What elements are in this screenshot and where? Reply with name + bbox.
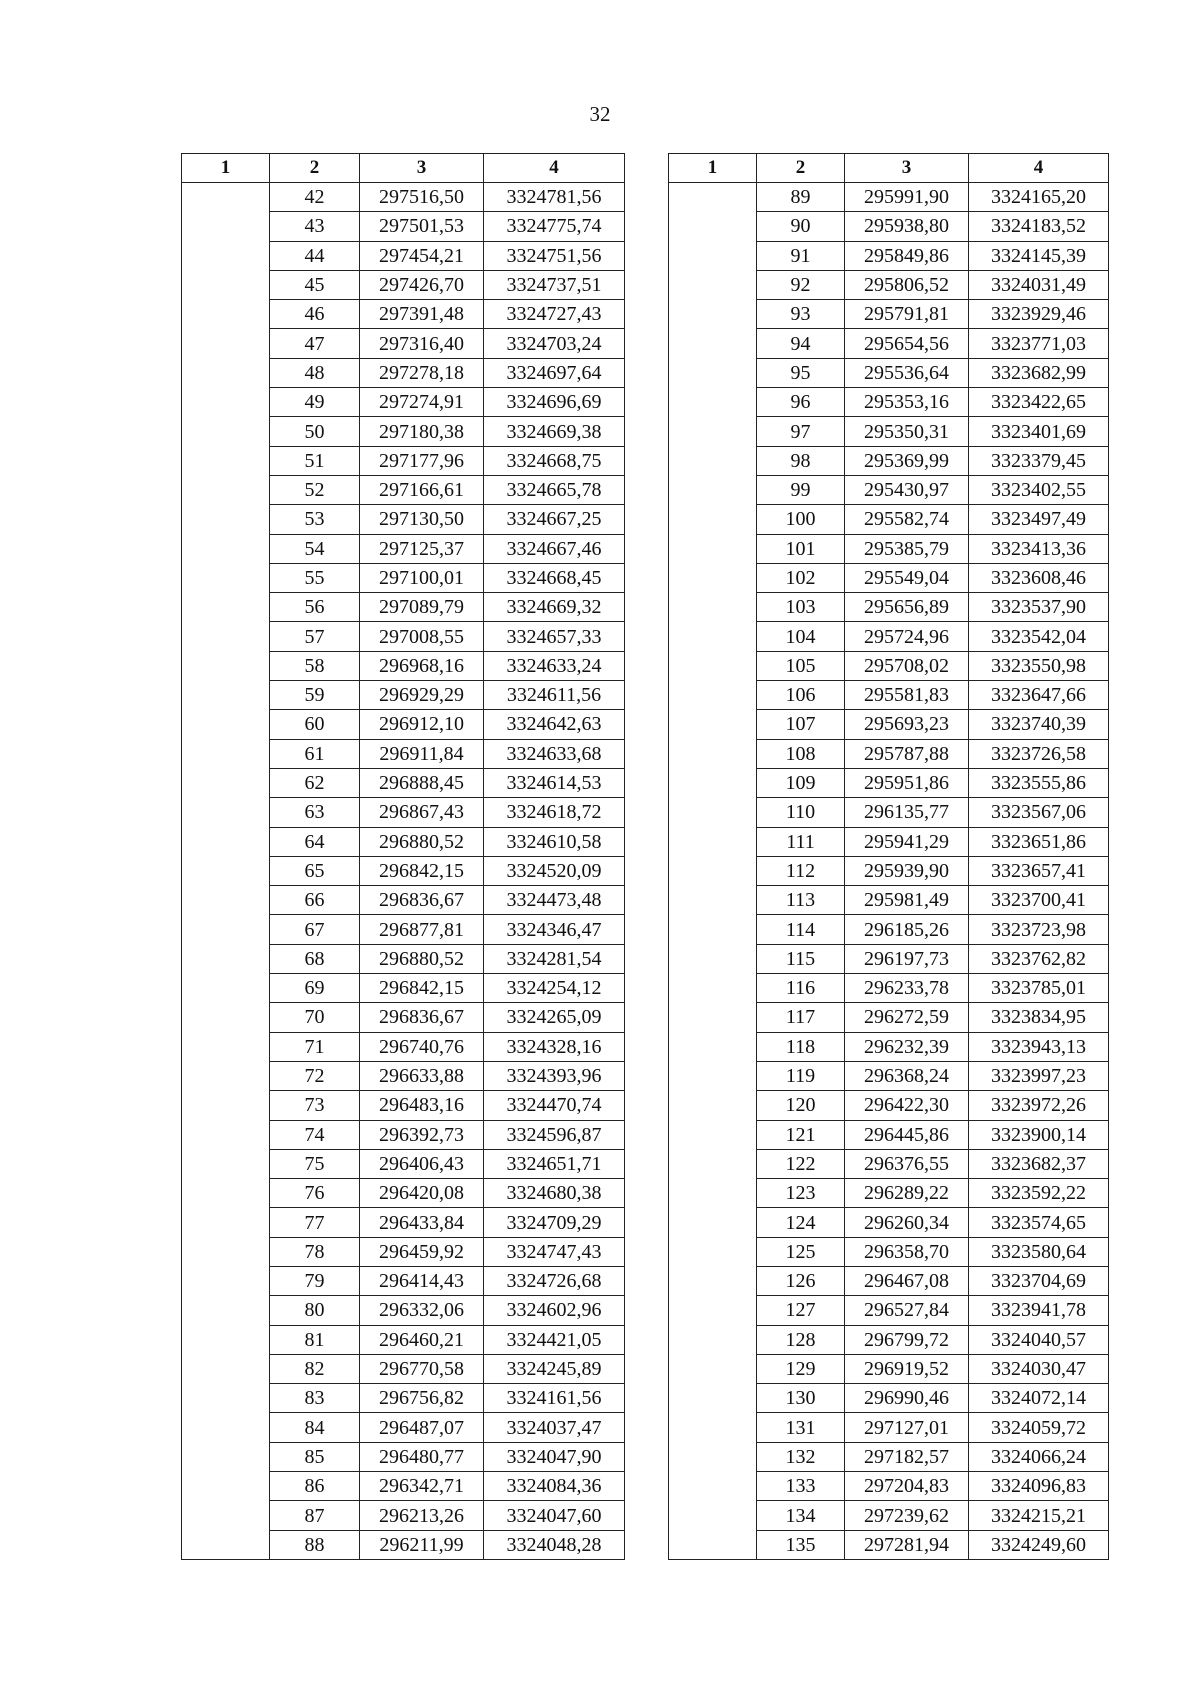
x-coordinate-cell: 295708,02 <box>845 651 969 680</box>
x-coordinate-cell: 295350,31 <box>845 417 969 446</box>
point-number-cell: 124 <box>757 1208 845 1237</box>
x-coordinate-cell: 295693,23 <box>845 710 969 739</box>
x-coordinate-cell: 295938,80 <box>845 212 969 241</box>
x-coordinate-cell: 296406,43 <box>360 1149 484 1178</box>
point-number-cell: 55 <box>270 563 360 592</box>
y-coordinate-cell: 3323704,69 <box>969 1266 1109 1295</box>
y-coordinate-cell: 3324642,63 <box>484 710 625 739</box>
y-coordinate-cell: 3324657,33 <box>484 622 625 651</box>
x-coordinate-cell: 297100,01 <box>360 563 484 592</box>
column-header-4: 4 <box>484 154 625 183</box>
point-number-cell: 60 <box>270 710 360 739</box>
x-coordinate-cell: 296968,16 <box>360 651 484 680</box>
point-number-cell: 82 <box>270 1354 360 1383</box>
x-coordinate-cell: 296527,84 <box>845 1296 969 1325</box>
point-number-cell: 96 <box>757 388 845 417</box>
y-coordinate-cell: 3324254,12 <box>484 974 625 1003</box>
x-coordinate-cell: 297125,37 <box>360 534 484 563</box>
y-coordinate-cell: 3324775,74 <box>484 212 625 241</box>
y-coordinate-cell: 3324165,20 <box>969 183 1109 212</box>
x-coordinate-cell: 296770,58 <box>360 1354 484 1383</box>
x-coordinate-cell: 297177,96 <box>360 446 484 475</box>
y-coordinate-cell: 3324059,72 <box>969 1413 1109 1442</box>
x-coordinate-cell: 296487,07 <box>360 1413 484 1442</box>
x-coordinate-cell: 296392,73 <box>360 1120 484 1149</box>
x-coordinate-cell: 297516,50 <box>360 183 484 212</box>
point-number-cell: 120 <box>757 1091 845 1120</box>
y-coordinate-cell: 3324668,45 <box>484 563 625 592</box>
y-coordinate-cell: 3324030,47 <box>969 1354 1109 1383</box>
x-coordinate-cell: 296433,84 <box>360 1208 484 1237</box>
point-number-cell: 61 <box>270 739 360 768</box>
x-coordinate-cell: 297180,38 <box>360 417 484 446</box>
point-number-cell: 116 <box>757 974 845 1003</box>
point-number-cell: 84 <box>270 1413 360 1442</box>
point-number-cell: 90 <box>757 212 845 241</box>
point-number-cell: 92 <box>757 270 845 299</box>
x-coordinate-cell: 296233,78 <box>845 974 969 1003</box>
point-number-cell: 115 <box>757 944 845 973</box>
point-number-cell: 98 <box>757 446 845 475</box>
x-coordinate-cell: 296232,39 <box>845 1032 969 1061</box>
point-number-cell: 95 <box>757 358 845 387</box>
point-number-cell: 101 <box>757 534 845 563</box>
y-coordinate-cell: 3323726,58 <box>969 739 1109 768</box>
point-number-cell: 59 <box>270 681 360 710</box>
point-number-cell: 75 <box>270 1149 360 1178</box>
x-coordinate-cell: 295385,79 <box>845 534 969 563</box>
x-coordinate-cell: 296368,24 <box>845 1061 969 1090</box>
x-coordinate-cell: 296799,72 <box>845 1325 969 1354</box>
point-number-cell: 63 <box>270 798 360 827</box>
point-number-cell: 106 <box>757 681 845 710</box>
y-coordinate-cell: 3324393,96 <box>484 1061 625 1090</box>
point-number-cell: 104 <box>757 622 845 651</box>
y-coordinate-cell: 3324737,51 <box>484 270 625 299</box>
y-coordinate-cell: 3324633,68 <box>484 739 625 768</box>
x-coordinate-cell: 295353,16 <box>845 388 969 417</box>
x-coordinate-cell: 296929,29 <box>360 681 484 710</box>
y-coordinate-cell: 3323785,01 <box>969 974 1109 1003</box>
y-coordinate-cell: 3323943,13 <box>969 1032 1109 1061</box>
y-coordinate-cell: 3323497,49 <box>969 505 1109 534</box>
x-coordinate-cell: 297391,48 <box>360 300 484 329</box>
point-number-cell: 49 <box>270 388 360 417</box>
y-coordinate-cell: 3323580,64 <box>969 1237 1109 1266</box>
x-coordinate-cell: 296877,81 <box>360 915 484 944</box>
x-coordinate-cell: 296376,55 <box>845 1149 969 1178</box>
x-coordinate-cell: 297454,21 <box>360 241 484 270</box>
x-coordinate-cell: 296272,59 <box>845 1003 969 1032</box>
point-number-cell: 85 <box>270 1442 360 1471</box>
point-number-cell: 50 <box>270 417 360 446</box>
y-coordinate-cell: 3324726,68 <box>484 1266 625 1295</box>
table-row <box>182 183 625 212</box>
point-number-cell: 46 <box>270 300 360 329</box>
y-coordinate-cell: 3323723,98 <box>969 915 1109 944</box>
x-coordinate-cell: 297239,62 <box>845 1501 969 1530</box>
point-number-cell: 78 <box>270 1237 360 1266</box>
y-coordinate-cell: 3324031,49 <box>969 270 1109 299</box>
x-coordinate-cell: 297281,94 <box>845 1530 969 1559</box>
y-coordinate-cell: 3324665,78 <box>484 475 625 504</box>
point-number-cell: 121 <box>757 1120 845 1149</box>
y-coordinate-cell: 3323771,03 <box>969 329 1109 358</box>
point-number-cell: 135 <box>757 1530 845 1559</box>
y-coordinate-cell: 3324669,38 <box>484 417 625 446</box>
y-coordinate-cell: 3324697,64 <box>484 358 625 387</box>
point-number-cell: 129 <box>757 1354 845 1383</box>
point-number-cell: 128 <box>757 1325 845 1354</box>
point-number-cell: 54 <box>270 534 360 563</box>
table-row <box>669 183 1109 212</box>
point-number-cell: 108 <box>757 739 845 768</box>
y-coordinate-cell: 3324781,56 <box>484 183 625 212</box>
y-coordinate-cell: 3324066,24 <box>969 1442 1109 1471</box>
y-coordinate-cell: 3324421,05 <box>484 1325 625 1354</box>
point-number-cell: 67 <box>270 915 360 944</box>
point-number-cell: 77 <box>270 1208 360 1237</box>
point-number-cell: 109 <box>757 768 845 797</box>
y-coordinate-cell: 3324473,48 <box>484 886 625 915</box>
point-number-cell: 110 <box>757 798 845 827</box>
x-coordinate-cell: 295941,29 <box>845 827 969 856</box>
point-number-cell: 117 <box>757 1003 845 1032</box>
x-coordinate-cell: 296459,92 <box>360 1237 484 1266</box>
point-number-cell: 125 <box>757 1237 845 1266</box>
x-coordinate-cell: 296414,43 <box>360 1266 484 1295</box>
point-number-cell: 86 <box>270 1472 360 1501</box>
x-coordinate-cell: 297274,91 <box>360 388 484 417</box>
point-number-cell: 123 <box>757 1179 845 1208</box>
point-number-cell: 102 <box>757 563 845 592</box>
x-coordinate-cell: 297089,79 <box>360 593 484 622</box>
point-number-cell: 91 <box>757 241 845 270</box>
y-coordinate-cell: 3324048,28 <box>484 1530 625 1559</box>
column-header-3: 3 <box>845 154 969 183</box>
y-coordinate-cell: 3323574,65 <box>969 1208 1109 1237</box>
y-coordinate-cell: 3324610,58 <box>484 827 625 856</box>
y-coordinate-cell: 3324249,60 <box>969 1530 1109 1559</box>
column-header-1: 1 <box>182 154 270 183</box>
y-coordinate-cell: 3323592,22 <box>969 1179 1109 1208</box>
y-coordinate-cell: 3324096,83 <box>969 1472 1109 1501</box>
x-coordinate-cell: 296135,77 <box>845 798 969 827</box>
y-coordinate-cell: 3324215,21 <box>969 1501 1109 1530</box>
y-coordinate-cell: 3324346,47 <box>484 915 625 944</box>
x-coordinate-cell: 296480,77 <box>360 1442 484 1471</box>
y-coordinate-cell: 3323567,06 <box>969 798 1109 827</box>
point-number-cell: 133 <box>757 1472 845 1501</box>
x-coordinate-cell: 296422,30 <box>845 1091 969 1120</box>
x-coordinate-cell: 296289,22 <box>845 1179 969 1208</box>
point-number-cell: 127 <box>757 1296 845 1325</box>
y-coordinate-cell: 3324047,60 <box>484 1501 625 1530</box>
y-coordinate-cell: 3323929,46 <box>969 300 1109 329</box>
y-coordinate-cell: 3324668,75 <box>484 446 625 475</box>
y-coordinate-cell: 3324047,90 <box>484 1442 625 1471</box>
y-coordinate-cell: 3324667,25 <box>484 505 625 534</box>
x-coordinate-cell: 295939,90 <box>845 856 969 885</box>
y-coordinate-cell: 3324651,71 <box>484 1149 625 1178</box>
x-coordinate-cell: 295806,52 <box>845 270 969 299</box>
y-coordinate-cell: 3323379,45 <box>969 446 1109 475</box>
point-number-cell: 43 <box>270 212 360 241</box>
y-coordinate-cell: 3324680,38 <box>484 1179 625 1208</box>
x-coordinate-cell: 296420,08 <box>360 1179 484 1208</box>
y-coordinate-cell: 3323834,95 <box>969 1003 1109 1032</box>
point-number-cell: 88 <box>270 1530 360 1559</box>
y-coordinate-cell: 3324183,52 <box>969 212 1109 241</box>
x-coordinate-cell: 297130,50 <box>360 505 484 534</box>
y-coordinate-cell: 3323762,82 <box>969 944 1109 973</box>
point-number-cell: 74 <box>270 1120 360 1149</box>
column-header-3: 3 <box>360 154 484 183</box>
y-coordinate-cell: 3324614,53 <box>484 768 625 797</box>
merged-column-1-cell <box>669 183 757 1560</box>
point-number-cell: 44 <box>270 241 360 270</box>
coordinates-table-left <box>181 153 625 1560</box>
x-coordinate-cell: 296911,84 <box>360 739 484 768</box>
point-number-cell: 112 <box>757 856 845 885</box>
x-coordinate-cell: 296467,08 <box>845 1266 969 1295</box>
y-coordinate-cell: 3323413,36 <box>969 534 1109 563</box>
y-coordinate-cell: 3324667,46 <box>484 534 625 563</box>
point-number-cell: 80 <box>270 1296 360 1325</box>
x-coordinate-cell: 296332,06 <box>360 1296 484 1325</box>
y-coordinate-cell: 3324747,43 <box>484 1237 625 1266</box>
y-coordinate-cell: 3324618,72 <box>484 798 625 827</box>
y-coordinate-cell: 3324596,87 <box>484 1120 625 1149</box>
point-number-cell: 53 <box>270 505 360 534</box>
x-coordinate-cell: 297166,61 <box>360 475 484 504</box>
point-number-cell: 122 <box>757 1149 845 1178</box>
y-coordinate-cell: 3324703,24 <box>484 329 625 358</box>
x-coordinate-cell: 296880,52 <box>360 944 484 973</box>
point-number-cell: 47 <box>270 329 360 358</box>
point-number-cell: 56 <box>270 593 360 622</box>
x-coordinate-cell: 295724,96 <box>845 622 969 651</box>
x-coordinate-cell: 296342,71 <box>360 1472 484 1501</box>
x-coordinate-cell: 296213,26 <box>360 1501 484 1530</box>
y-coordinate-cell: 3323402,55 <box>969 475 1109 504</box>
y-coordinate-cell: 3323537,90 <box>969 593 1109 622</box>
point-number-cell: 132 <box>757 1442 845 1471</box>
x-coordinate-cell: 296867,43 <box>360 798 484 827</box>
x-coordinate-cell: 295991,90 <box>845 183 969 212</box>
y-coordinate-cell: 3324072,14 <box>969 1384 1109 1413</box>
x-coordinate-cell: 295791,81 <box>845 300 969 329</box>
y-coordinate-cell: 3324709,29 <box>484 1208 625 1237</box>
x-coordinate-cell: 295536,64 <box>845 358 969 387</box>
point-number-cell: 69 <box>270 974 360 1003</box>
point-number-cell: 58 <box>270 651 360 680</box>
y-coordinate-cell: 3324084,36 <box>484 1472 625 1501</box>
column-header-2: 2 <box>270 154 360 183</box>
y-coordinate-cell: 3324727,43 <box>484 300 625 329</box>
y-coordinate-cell: 3324470,74 <box>484 1091 625 1120</box>
x-coordinate-cell: 295849,86 <box>845 241 969 270</box>
point-number-cell: 62 <box>270 768 360 797</box>
coordinates-table-right <box>668 153 1109 1560</box>
y-coordinate-cell: 3324602,96 <box>484 1296 625 1325</box>
y-coordinate-cell: 3323542,04 <box>969 622 1109 651</box>
point-number-cell: 99 <box>757 475 845 504</box>
y-coordinate-cell: 3324696,69 <box>484 388 625 417</box>
x-coordinate-cell: 297204,83 <box>845 1472 969 1501</box>
y-coordinate-cell: 3323651,86 <box>969 827 1109 856</box>
x-coordinate-cell: 296888,45 <box>360 768 484 797</box>
x-coordinate-cell: 295430,97 <box>845 475 969 504</box>
y-coordinate-cell: 3323740,39 <box>969 710 1109 739</box>
y-coordinate-cell: 3323555,86 <box>969 768 1109 797</box>
x-coordinate-cell: 296912,10 <box>360 710 484 739</box>
y-coordinate-cell: 3323997,23 <box>969 1061 1109 1090</box>
point-number-cell: 48 <box>270 358 360 387</box>
x-coordinate-cell: 296919,52 <box>845 1354 969 1383</box>
y-coordinate-cell: 3324245,89 <box>484 1354 625 1383</box>
y-coordinate-cell: 3324037,47 <box>484 1413 625 1442</box>
y-coordinate-cell: 3323900,14 <box>969 1120 1109 1149</box>
point-number-cell: 64 <box>270 827 360 856</box>
point-number-cell: 51 <box>270 446 360 475</box>
point-number-cell: 103 <box>757 593 845 622</box>
point-number-cell: 130 <box>757 1384 845 1413</box>
x-coordinate-cell: 295581,83 <box>845 681 969 710</box>
point-number-cell: 71 <box>270 1032 360 1061</box>
y-coordinate-cell: 3324633,24 <box>484 651 625 680</box>
x-coordinate-cell: 295369,99 <box>845 446 969 475</box>
column-header-4: 4 <box>969 154 1109 183</box>
point-number-cell: 134 <box>757 1501 845 1530</box>
x-coordinate-cell: 296445,86 <box>845 1120 969 1149</box>
point-number-cell: 65 <box>270 856 360 885</box>
y-coordinate-cell: 3323550,98 <box>969 651 1109 680</box>
x-coordinate-cell: 296633,88 <box>360 1061 484 1090</box>
point-number-cell: 83 <box>270 1384 360 1413</box>
x-coordinate-cell: 295981,49 <box>845 886 969 915</box>
y-coordinate-cell: 3324751,56 <box>484 241 625 270</box>
x-coordinate-cell: 295656,89 <box>845 593 969 622</box>
y-coordinate-cell: 3324281,54 <box>484 944 625 973</box>
point-number-cell: 73 <box>270 1091 360 1120</box>
x-coordinate-cell: 295654,56 <box>845 329 969 358</box>
point-number-cell: 113 <box>757 886 845 915</box>
point-number-cell: 72 <box>270 1061 360 1090</box>
y-coordinate-cell: 3324520,09 <box>484 856 625 885</box>
point-number-cell: 66 <box>270 886 360 915</box>
x-coordinate-cell: 295582,74 <box>845 505 969 534</box>
point-number-cell: 118 <box>757 1032 845 1061</box>
x-coordinate-cell: 297501,53 <box>360 212 484 241</box>
point-number-cell: 126 <box>757 1266 845 1295</box>
x-coordinate-cell: 296990,46 <box>845 1384 969 1413</box>
point-number-cell: 68 <box>270 944 360 973</box>
x-coordinate-cell: 296211,99 <box>360 1530 484 1559</box>
point-number-cell: 87 <box>270 1501 360 1530</box>
point-number-cell: 81 <box>270 1325 360 1354</box>
x-coordinate-cell: 296260,34 <box>845 1208 969 1237</box>
x-coordinate-cell: 297127,01 <box>845 1413 969 1442</box>
x-coordinate-cell: 296197,73 <box>845 944 969 973</box>
x-coordinate-cell: 295787,88 <box>845 739 969 768</box>
y-coordinate-cell: 3323941,78 <box>969 1296 1109 1325</box>
y-coordinate-cell: 3323422,65 <box>969 388 1109 417</box>
point-number-cell: 111 <box>757 827 845 856</box>
point-number-cell: 57 <box>270 622 360 651</box>
point-number-cell: 52 <box>270 475 360 504</box>
x-coordinate-cell: 296842,15 <box>360 974 484 1003</box>
x-coordinate-cell: 296185,26 <box>845 915 969 944</box>
point-number-cell: 97 <box>757 417 845 446</box>
column-header-2: 2 <box>757 154 845 183</box>
point-number-cell: 79 <box>270 1266 360 1295</box>
y-coordinate-cell: 3323657,41 <box>969 856 1109 885</box>
y-coordinate-cell: 3324611,56 <box>484 681 625 710</box>
y-coordinate-cell: 3324669,32 <box>484 593 625 622</box>
table-header-row <box>669 154 1109 183</box>
y-coordinate-cell: 3324265,09 <box>484 1003 625 1032</box>
table-header-row <box>182 154 625 183</box>
x-coordinate-cell: 297008,55 <box>360 622 484 651</box>
x-coordinate-cell: 296836,67 <box>360 886 484 915</box>
point-number-cell: 93 <box>757 300 845 329</box>
page-number: 32 <box>589 102 611 126</box>
point-number-cell: 70 <box>270 1003 360 1032</box>
x-coordinate-cell: 296842,15 <box>360 856 484 885</box>
y-coordinate-cell: 3324040,57 <box>969 1325 1109 1354</box>
point-number-cell: 94 <box>757 329 845 358</box>
x-coordinate-cell: 296836,67 <box>360 1003 484 1032</box>
point-number-cell: 114 <box>757 915 845 944</box>
y-coordinate-cell: 3323647,66 <box>969 681 1109 710</box>
point-number-cell: 42 <box>270 183 360 212</box>
x-coordinate-cell: 297426,70 <box>360 270 484 299</box>
x-coordinate-cell: 296358,70 <box>845 1237 969 1266</box>
point-number-cell: 45 <box>270 270 360 299</box>
point-number-cell: 131 <box>757 1413 845 1442</box>
x-coordinate-cell: 295549,04 <box>845 563 969 592</box>
x-coordinate-cell: 296483,16 <box>360 1091 484 1120</box>
x-coordinate-cell: 297316,40 <box>360 329 484 358</box>
y-coordinate-cell: 3324328,16 <box>484 1032 625 1061</box>
point-number-cell: 119 <box>757 1061 845 1090</box>
x-coordinate-cell: 296880,52 <box>360 827 484 856</box>
y-coordinate-cell: 3324161,56 <box>484 1384 625 1413</box>
y-coordinate-cell: 3324145,39 <box>969 241 1109 270</box>
x-coordinate-cell: 296460,21 <box>360 1325 484 1354</box>
y-coordinate-cell: 3323700,41 <box>969 886 1109 915</box>
x-coordinate-cell: 297182,57 <box>845 1442 969 1471</box>
x-coordinate-cell: 296756,82 <box>360 1384 484 1413</box>
y-coordinate-cell: 3323682,37 <box>969 1149 1109 1178</box>
point-number-cell: 100 <box>757 505 845 534</box>
x-coordinate-cell: 296740,76 <box>360 1032 484 1061</box>
point-number-cell: 89 <box>757 183 845 212</box>
y-coordinate-cell: 3323972,26 <box>969 1091 1109 1120</box>
x-coordinate-cell: 297278,18 <box>360 358 484 387</box>
point-number-cell: 105 <box>757 651 845 680</box>
point-number-cell: 107 <box>757 710 845 739</box>
column-header-1: 1 <box>669 154 757 183</box>
point-number-cell: 76 <box>270 1179 360 1208</box>
merged-column-1-cell <box>182 183 270 1560</box>
y-coordinate-cell: 3323401,69 <box>969 417 1109 446</box>
x-coordinate-cell: 295951,86 <box>845 768 969 797</box>
y-coordinate-cell: 3323608,46 <box>969 563 1109 592</box>
y-coordinate-cell: 3323682,99 <box>969 358 1109 387</box>
